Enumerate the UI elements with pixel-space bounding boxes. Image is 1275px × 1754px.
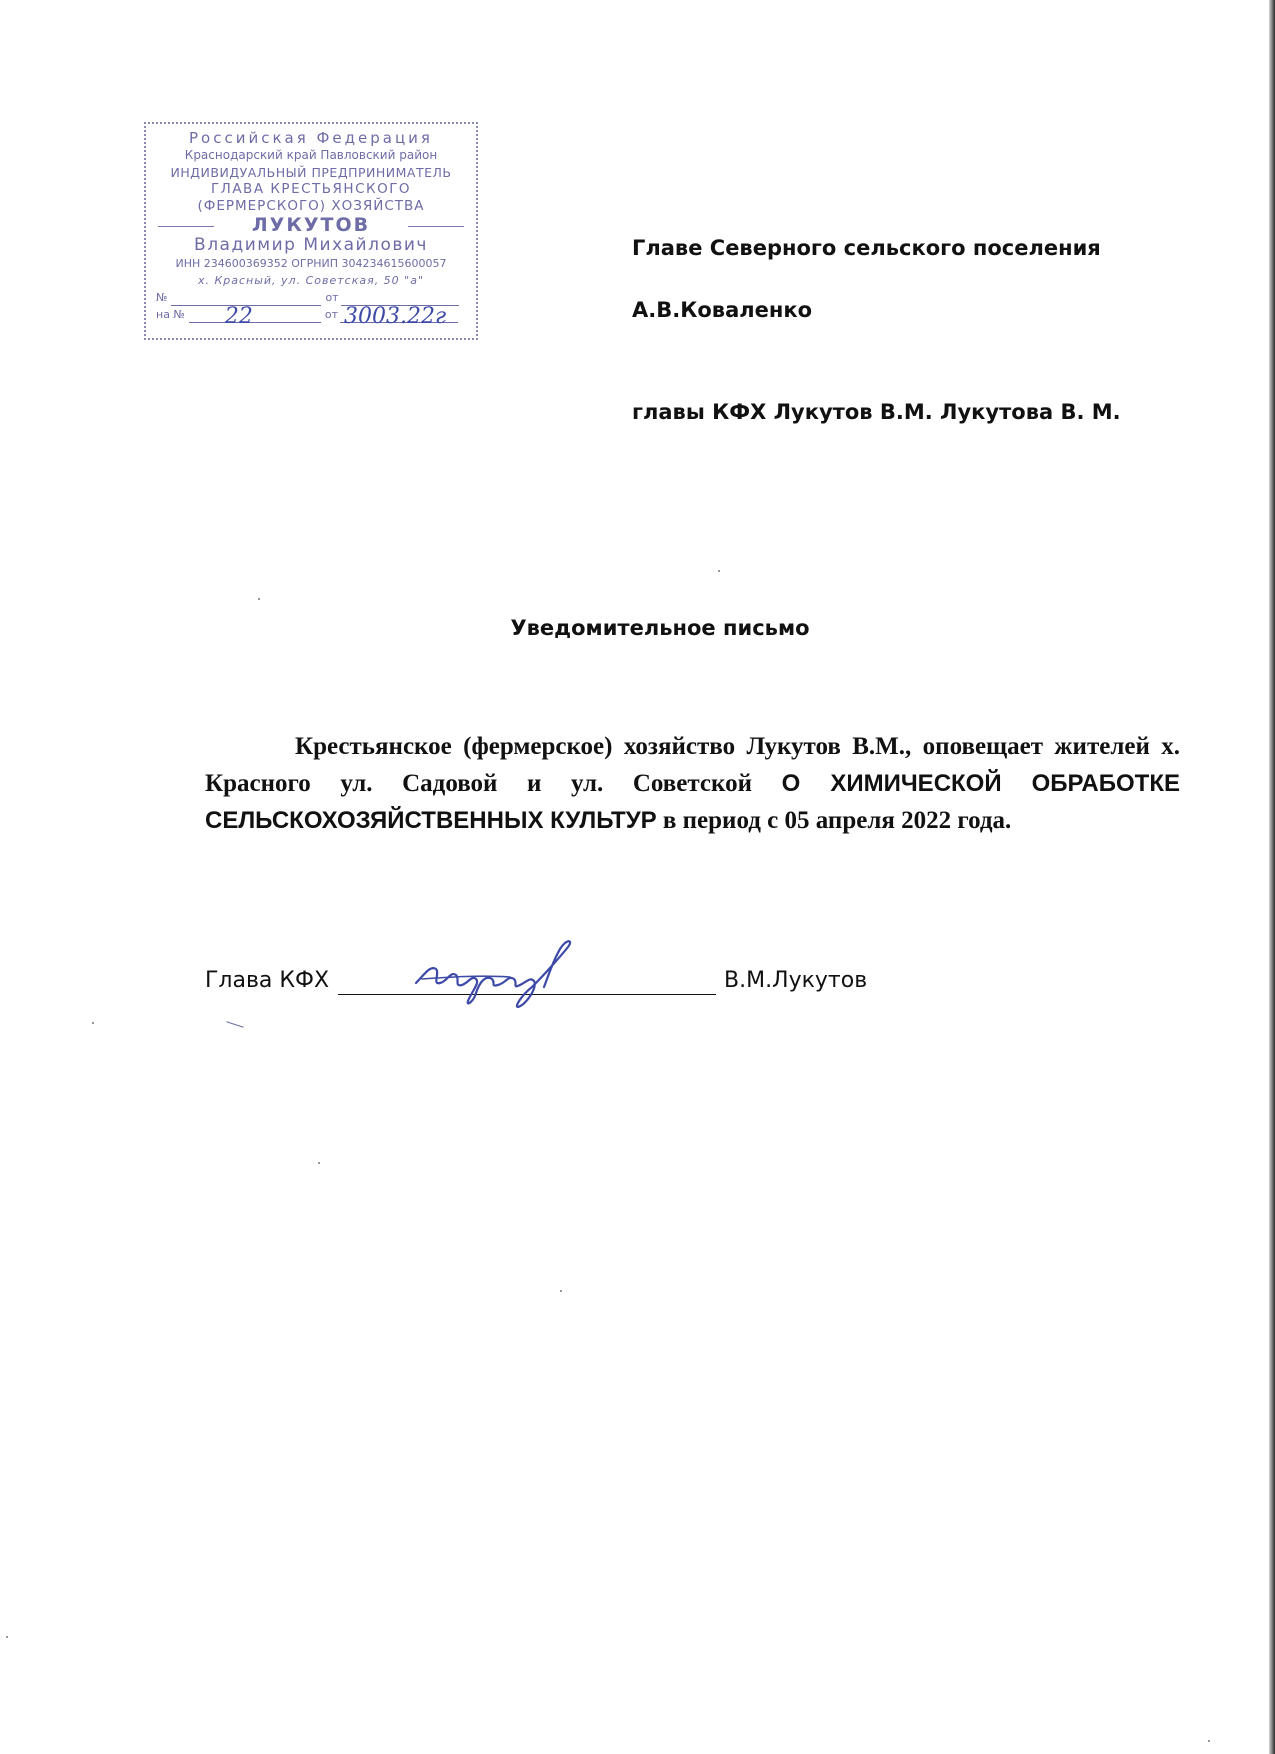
body-text-caps: О ХИМИЧЕСКОЙ ОБРАБОТКЕ СЕЛЬСКОХОЗЯЙСТВЕННЫХ КУЛЬТУР — [205, 770, 1180, 834]
scan-speck — [258, 598, 260, 600]
stamp-reply-label: на № — [156, 308, 185, 321]
stamp-line: Краснодарский край Павловский район — [184, 148, 438, 162]
sender-line: главы КФХ Лукутов В.М. Лукутова В. М. — [632, 400, 1121, 424]
company-stamp — [144, 122, 478, 340]
stamp-reply-row — [154, 304, 468, 329]
handwritten-signature — [410, 935, 590, 1015]
scan-speck — [718, 570, 720, 572]
addressee-name: А.В.Коваленко — [632, 298, 813, 322]
stamp-line: ГЛАВА КРЕСТЬЯНСКОГО — [210, 181, 412, 197]
stamp-reply-number-line — [189, 304, 321, 329]
addressee-line: Главе Северного сельского поселения — [632, 236, 1101, 260]
stamp-line: ИНДИВИДУАЛЬНЫЙ ПРЕДПРИНИМАТЕЛЬ — [170, 165, 452, 180]
signatory-name: В.М.Лукутов — [724, 968, 868, 993]
stamp-from-label: от — [324, 308, 339, 321]
stamp-reply-date-line — [340, 304, 458, 329]
stamp-line: (ФЕРМЕРСКОГО) ХОЗЯЙСТВА — [197, 198, 425, 214]
scan-speck — [92, 1022, 94, 1024]
stamp-no-label: № — [156, 291, 168, 304]
stamp-full-name: Владимир Михайлович — [194, 235, 428, 255]
scan-mark — [226, 1021, 243, 1028]
signature-label: Глава КФХ — [205, 968, 330, 993]
stamp-inn: ИНН 234600369352 ОГРНИП 304234615600057 — [175, 257, 447, 270]
document-body — [205, 728, 1180, 839]
stamp-from-label: от — [325, 291, 339, 304]
body-text-part: Крестьянское (фермерское) хозяйство Лукутов В.М., оповещает жителей х. Красного ул. Садовой и ул. Советской — [205, 733, 1180, 797]
scan-speck — [318, 1162, 320, 1164]
stamp-address: х. Красный, ул. Советская, 50 "а" — [197, 274, 425, 287]
scan-speck — [1208, 1740, 1210, 1742]
stamp-line: Российская Федерация — [189, 129, 433, 147]
stamp-name: ЛУКУТОВ — [154, 215, 468, 235]
handwritten-reply-date: 3003.22г — [344, 304, 447, 329]
body-text-part: в период с 05 апреля 2022 года. — [656, 807, 1012, 834]
document-title: Уведомительное письмо — [510, 616, 810, 640]
handwritten-reply-number: 22 — [224, 304, 253, 329]
scan-speck — [6, 1636, 8, 1638]
page-edge — [1269, 0, 1275, 1754]
scan-speck — [560, 1290, 562, 1292]
